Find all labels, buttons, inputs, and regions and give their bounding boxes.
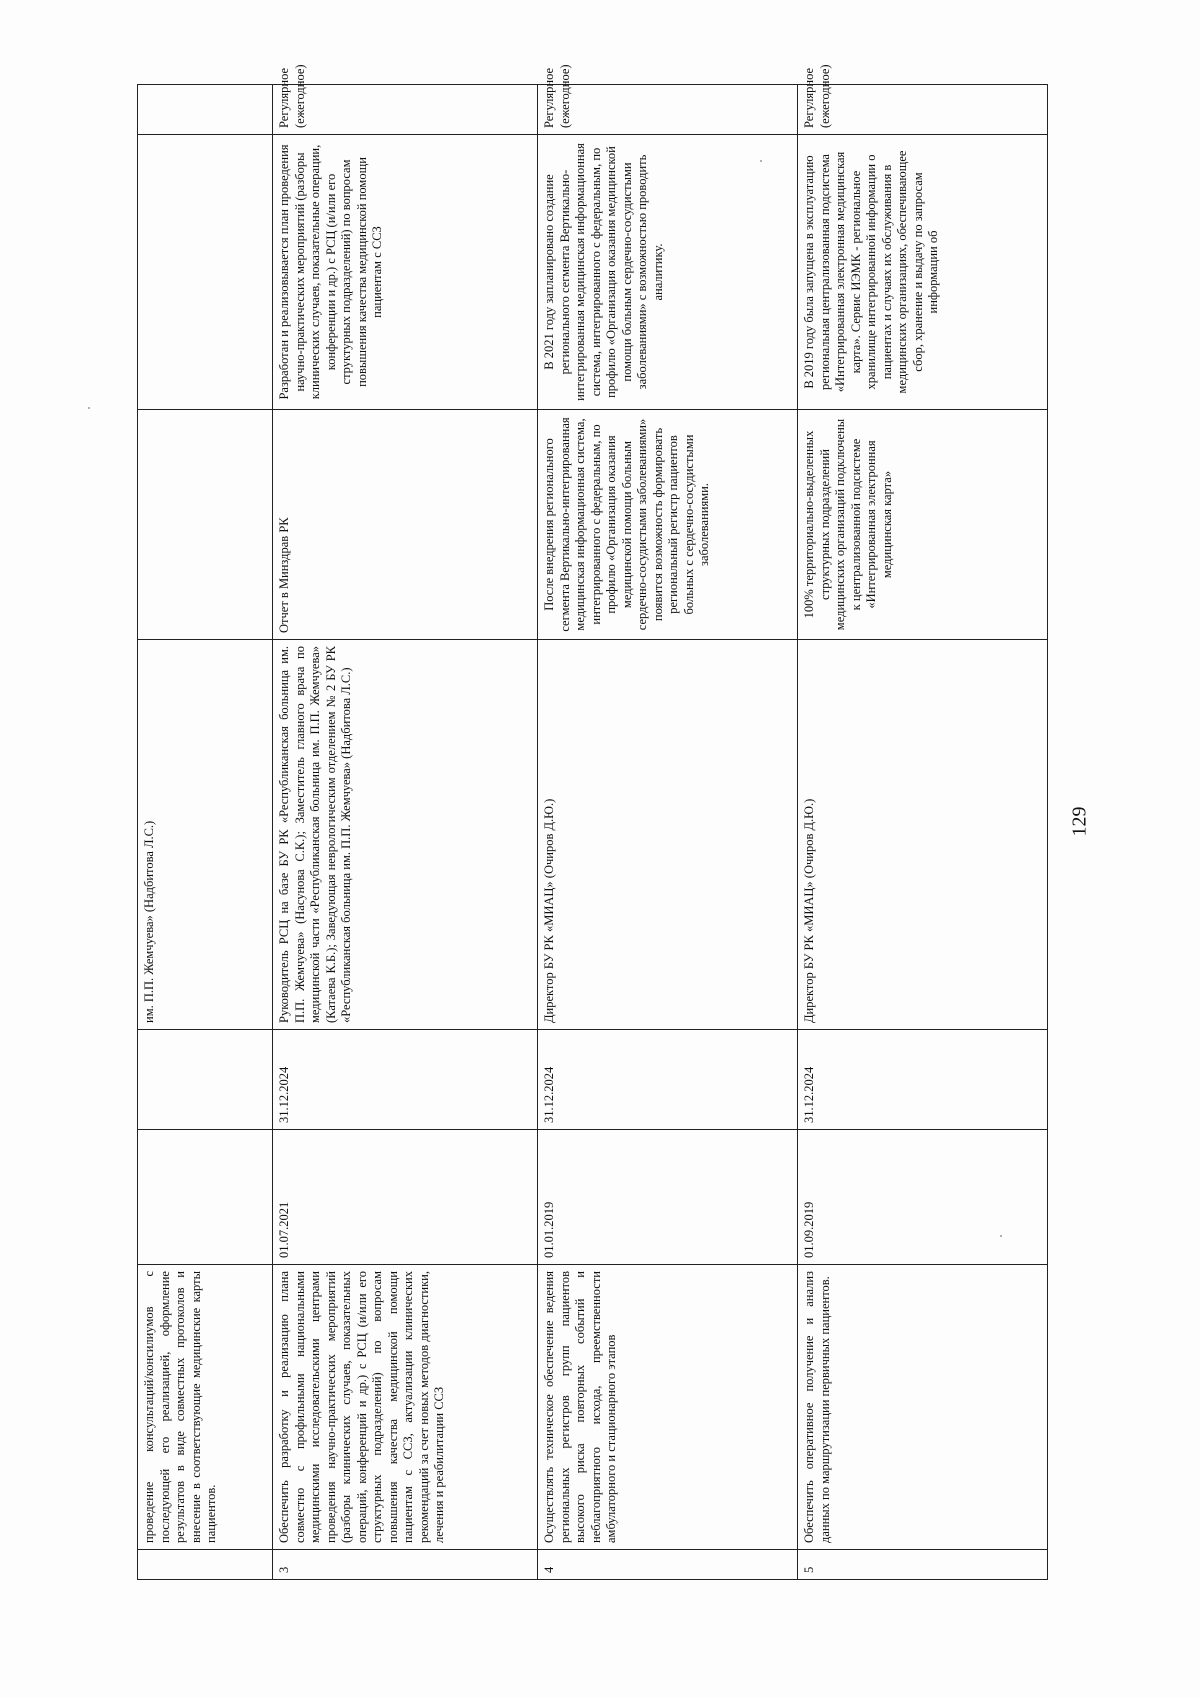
expected-result: 100% территориально-выделенных структурных подразделений медицинских организаций подключены к централизованной подсистеме «Интегрированная электронная медицинская карта» — [798, 410, 1048, 640]
responsible-persons: Директор БУ РК «МИАЦ» (Очиров Д.Ю.) — [538, 640, 798, 1030]
table-row — [798, 85, 1048, 1580]
row-number: 3 — [273, 1550, 538, 1580]
result-characteristic: Разработан и реализовывается план проведения научно-практических мероприятий (разборы клинических случаев, показательные операции, конференции и др.) с РСЦ (и/или его структурных подразделений) по вопросам повышения качества медицинской помощи пациентам с ССЗ — [273, 135, 538, 410]
rotated-table-sheet — [137, 64, 1047, 1580]
measures-table — [137, 64, 1048, 1580]
measure-type: Регулярное (ежегодное) — [538, 85, 798, 135]
end-date — [138, 1030, 273, 1130]
scan-speck — [760, 160, 762, 162]
measure-description: проведение консультаций/консилиумов с последующей его реализацией, оформление результатов в виде совместных протоколов и внесение в соответствующие медицинские карты пациентов. — [138, 1265, 273, 1550]
row-number: 4 — [538, 1550, 798, 1580]
measure-type: Регулярное (ежегодное) — [273, 85, 538, 135]
expected-result: Отчет в Минздрав РК — [273, 410, 538, 640]
end-date: 31.12.2024 — [538, 1030, 798, 1130]
end-date: 31.12.2024 — [273, 1030, 538, 1130]
result-characteristic: В 2021 году запланировано создание регионального сегмента Вертикально-интегрированная медицинская информационная система, интегрированного с федеральным, по профилю «Организация оказания медицинской помощи больным сердечно-сосудистыми заболеваниями» с возможностью проводить аналитику. — [538, 135, 798, 410]
measure-type — [138, 85, 273, 135]
result-characteristic — [138, 135, 273, 410]
end-date: 31.12.2024 — [798, 1030, 1048, 1130]
measure-description: Обеспечить оперативное получение и анализ данных по маршрутизации первичных пациентов. — [798, 1265, 1048, 1550]
start-date: 01.01.2019 — [538, 1130, 798, 1265]
result-characteristic: В 2019 году была запущена в эксплуатацию региональная централизованная подсистема «Интегрированная электронная медицинская карта». Сервис ИЭМК - региональное хранилище интегрированной информации о пациентах и случаях их обслуживания в медицинских организациях, обеспечивающее сбор, хранение и выдачу по запросам информации об — [798, 135, 1048, 410]
table-row — [138, 85, 273, 1580]
table-row — [538, 85, 798, 1580]
start-date: 01.07.2021 — [273, 1130, 538, 1265]
table-row — [273, 85, 538, 1580]
measure-description: Обеспечить разработку и реализацию плана совместно с профильными национальными медицинскими исследовательскими центрами проведения научно-практических мероприятий (разборы клинических случаев, показательных операций, конференций и др.) с РСЦ (и/или его структурных подразделений) по вопросам повышения качества медицинской помощи пациентам с ССЗ, актуализации клинических рекомендаций за счет новых методов диагностики, лечения и реабилитации ССЗ — [273, 1265, 538, 1550]
start-date — [138, 1130, 273, 1265]
start-date: 01.09.2019 — [798, 1130, 1048, 1265]
measure-description: Осуществлять техническое обеспечение ведения региональных регистров групп пациентов высокого риска повторных событий и неблагоприятного исхода, преемственности амбулаторного и стационарного этапов — [538, 1265, 798, 1550]
row-number: 5 — [798, 1550, 1048, 1580]
measure-type: Регулярное (ежегодное) — [798, 85, 1048, 135]
scan-speck — [88, 407, 90, 409]
expected-result — [138, 410, 273, 640]
expected-result: После внедрения регионального сегмента Вертикально-интегрированная медицинская информационная система, интегрированного с федеральным, по профилю «Организация оказания медицинской помощи больным сердечно-сосудистыми заболеваниями» появится возможность формировать региональный регистр пациентов больных с сердечно-сосудистыми заболеваниями. — [538, 410, 798, 640]
responsible-persons: им. П.П. Жемчуева» (Надбитова Л.С.) — [138, 640, 273, 1030]
responsible-persons: Руководитель РСЦ на базе БУ РК «Республиканская больница им. П.П. Жемчуева» (Насунова С.К.); Заместитель главного врача по медицинской части «Республиканская больница им. П.П. Жемчуева» (Катаева К.Б.); Заведующая неврологическим отделением № 2 БУ РК «Республиканская больница им. П.П. Жемчуева» (Надбитова Л.С.) — [273, 640, 538, 1030]
responsible-persons: Директор БУ РК «МИАЦ» (Очиров Д.Ю.) — [798, 640, 1048, 1030]
row-number — [138, 1550, 273, 1580]
page-number: 129 — [1068, 806, 1091, 837]
scan-speck — [1000, 1235, 1002, 1237]
